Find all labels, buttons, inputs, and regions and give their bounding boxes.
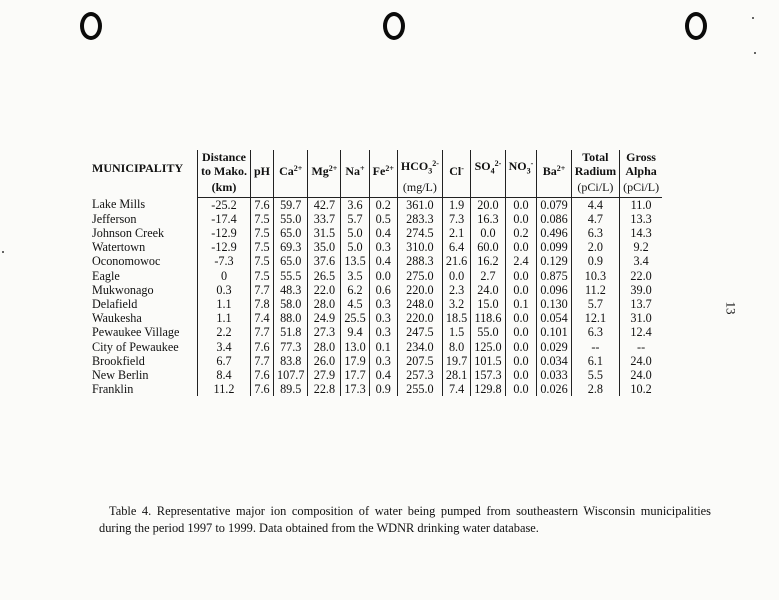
header-mg-charge: 2+ [328, 164, 338, 174]
cell-fe: 0.2 [369, 197, 397, 212]
cell-ca: 65.0 [274, 254, 308, 268]
cell-no3: 0.0 [505, 368, 537, 382]
header-mg-symbol: Mg [311, 164, 329, 179]
header-radium-unit: (pCi/L) [571, 180, 619, 197]
header-unit-blank [369, 180, 397, 197]
cell-na: 17.3 [341, 382, 369, 396]
cell-no3: 0.2 [505, 226, 537, 240]
cell-na: 3.5 [341, 269, 369, 283]
cell-mg: 37.6 [308, 254, 341, 268]
cell-municipality: Mukwonago [92, 282, 154, 297]
cell-municipality: Franklin [92, 382, 134, 397]
cell-mg: 24.9 [308, 311, 341, 325]
header-no3-charge: - [530, 158, 534, 168]
cell-fe: 0.0 [369, 269, 397, 283]
cell-cl: 1.9 [442, 197, 470, 212]
cell-so4: 118.6 [471, 311, 505, 325]
cell-mg: 33.7 [308, 212, 341, 226]
punch-hole-right [685, 12, 707, 40]
cell-na: 5.0 [341, 226, 369, 240]
header-ca-charge: 2+ [293, 164, 303, 174]
header-unit-blank [251, 180, 274, 197]
cell-distance: -12.9 [198, 240, 251, 254]
punch-hole-center [383, 12, 405, 40]
cell-ca: 55.5 [274, 269, 308, 283]
cell-mg: 26.5 [308, 269, 341, 283]
cell-fe: 0.3 [369, 325, 397, 339]
cell-cl: 2.3 [442, 283, 470, 297]
header-ca [274, 150, 308, 180]
cell-alpha: -- [620, 340, 663, 354]
cell-radium: 5.7 [571, 297, 619, 311]
cell-radium: 6.3 [571, 325, 619, 339]
cell-radium: 11.2 [571, 283, 619, 297]
cell-ph: 7.5 [251, 240, 274, 254]
cell-no3: 0.1 [505, 297, 537, 311]
cell-municipality: Eagle [92, 268, 120, 283]
cell-no3: 0.0 [505, 340, 537, 354]
cell-na: 25.5 [341, 311, 369, 325]
speck [2, 251, 4, 253]
cell-ba: 0.086 [537, 212, 571, 226]
header-radium-line2: Radium [574, 164, 617, 179]
cell-na: 4.5 [341, 297, 369, 311]
cell-hco3: 361.0 [397, 197, 442, 212]
cell-municipality: Oconomowoc [92, 254, 161, 269]
cell-ph: 7.5 [251, 269, 274, 283]
cell-mg: 31.5 [308, 226, 341, 240]
cell-no3: 0.0 [505, 240, 537, 254]
cell-so4: 20.0 [471, 197, 505, 212]
cell-distance: 0.3 [198, 283, 251, 297]
table-row [88, 197, 662, 212]
cell-fe: 0.4 [369, 226, 397, 240]
cell-fe: 0.9 [369, 382, 397, 396]
cell-ph: 7.7 [251, 354, 274, 368]
header-ba-symbol: Ba [542, 164, 557, 179]
cell-mg: 28.0 [308, 340, 341, 354]
cell-mg: 27.9 [308, 368, 341, 382]
cell-cl: 8.0 [442, 340, 470, 354]
cell-na: 5.0 [341, 240, 369, 254]
header-unit-blank [308, 180, 341, 197]
header-mg [308, 150, 341, 180]
cell-fe: 0.3 [369, 354, 397, 368]
cell-mg: 42.7 [308, 197, 341, 212]
cell-fe: 0.4 [369, 254, 397, 268]
table-row [88, 325, 662, 339]
cell-fe: 0.4 [369, 368, 397, 382]
cell-ba: 0.129 [537, 254, 571, 268]
cell-radium: -- [571, 340, 619, 354]
header-no3-symbol: NO [508, 158, 527, 173]
header-ca-symbol: Ca [279, 164, 294, 179]
cell-hco3: 220.0 [397, 311, 442, 325]
cell-alpha: 11.0 [620, 197, 663, 212]
cell-mg: 22.8 [308, 382, 341, 396]
cell-cl: 7.4 [442, 382, 470, 396]
cell-so4: 55.0 [471, 325, 505, 339]
cell-ph: 7.6 [251, 368, 274, 382]
cell-alpha: 3.4 [620, 254, 663, 268]
table-row [88, 212, 662, 226]
cell-fe: 0.5 [369, 212, 397, 226]
cell-distance: -7.3 [198, 254, 251, 268]
header-so4-charge: 2- [494, 158, 502, 168]
header-ph: pH [251, 150, 274, 180]
cell-alpha: 13.3 [620, 212, 663, 226]
header-radium [571, 150, 619, 180]
cell-municipality: Brookfield [92, 353, 145, 368]
cell-municipality: New Berlin [92, 368, 149, 383]
cell-hco3: 234.0 [397, 340, 442, 354]
cell-alpha: 10.2 [620, 382, 663, 396]
cell-distance: 11.2 [198, 382, 251, 396]
cell-ba: 0.101 [537, 325, 571, 339]
cell-so4: 60.0 [471, 240, 505, 254]
cell-na: 17.7 [341, 368, 369, 382]
cell-ba: 0.079 [537, 197, 571, 212]
cell-cl: 6.4 [442, 240, 470, 254]
table-row [88, 297, 662, 311]
cell-cl: 0.0 [442, 269, 470, 283]
cell-municipality: Waukesha [92, 311, 142, 326]
cell-ba: 0.130 [537, 297, 571, 311]
cell-distance: -17.4 [198, 212, 251, 226]
cell-so4: 101.5 [471, 354, 505, 368]
cell-distance: -12.9 [198, 226, 251, 240]
cell-ph: 7.6 [251, 382, 274, 396]
header-so4-symbol: SO [474, 158, 491, 173]
cell-cl: 1.5 [442, 325, 470, 339]
cell-hco3: 288.3 [397, 254, 442, 268]
header-distance-line2: to Mako. [201, 164, 247, 179]
cell-ca: 77.3 [274, 340, 308, 354]
cell-cl: 7.3 [442, 212, 470, 226]
cell-distance: 3.4 [198, 340, 251, 354]
cell-no3: 0.0 [505, 325, 537, 339]
cell-ca: 89.5 [274, 382, 308, 396]
cell-municipality: Johnson Creek [92, 226, 165, 241]
cell-na: 3.6 [341, 197, 369, 212]
header-hco3-charge: 2- [432, 158, 439, 168]
table-row [88, 368, 662, 382]
cell-radium: 12.1 [571, 311, 619, 325]
cell-so4: 16.3 [471, 212, 505, 226]
speck [752, 17, 754, 19]
header-hco3-unit: (mg/L) [397, 180, 442, 197]
cell-ph: 7.5 [251, 226, 274, 240]
header-fe-charge: 2+ [385, 164, 394, 174]
cell-na: 13.0 [341, 340, 369, 354]
cell-ph: 7.6 [251, 340, 274, 354]
header-hco3 [397, 150, 442, 180]
cell-alpha: 12.4 [620, 325, 663, 339]
cell-so4: 24.0 [471, 283, 505, 297]
cell-radium: 4.7 [571, 212, 619, 226]
header-hco3-subscript: 3 [428, 166, 433, 176]
cell-alpha: 31.0 [620, 311, 663, 325]
cell-so4: 157.3 [471, 368, 505, 382]
cell-so4: 2.7 [471, 269, 505, 283]
header-distance-line1: Distance [202, 150, 246, 164]
cell-fe: 0.3 [369, 297, 397, 311]
cell-radium: 6.3 [571, 226, 619, 240]
cell-ph: 7.6 [251, 197, 274, 212]
cell-hco3: 274.5 [397, 226, 442, 240]
cell-so4: 125.0 [471, 340, 505, 354]
cell-ca: 69.3 [274, 240, 308, 254]
header-unit-blank [442, 180, 470, 197]
cell-cl: 21.6 [442, 254, 470, 268]
cell-hco3: 310.0 [397, 240, 442, 254]
table-row [88, 382, 662, 396]
cell-mg: 26.0 [308, 354, 341, 368]
header-alpha-unit: (pCi/L) [620, 180, 663, 197]
cell-no3: 0.0 [505, 212, 537, 226]
cell-municipality: Jefferson [92, 211, 137, 226]
cell-hco3: 257.3 [397, 368, 442, 382]
cell-ba: 0.875 [537, 269, 571, 283]
cell-ph: 7.8 [251, 297, 274, 311]
cell-municipality: Pewaukee Village [92, 325, 180, 340]
cell-fe: 0.6 [369, 283, 397, 297]
table-row [88, 354, 662, 368]
cell-municipality: Delafield [92, 297, 138, 312]
cell-na: 6.2 [341, 283, 369, 297]
cell-cl: 3.2 [442, 297, 470, 311]
table-row [88, 340, 662, 354]
cell-ca: 65.0 [274, 226, 308, 240]
table-row [88, 254, 662, 268]
cell-no3: 0.0 [505, 197, 537, 212]
cell-ba: 0.034 [537, 354, 571, 368]
header-alpha-line1: Gross [626, 150, 656, 164]
cell-ph: 7.5 [251, 254, 274, 268]
punch-hole-left [80, 12, 102, 40]
cell-radium: 10.3 [571, 269, 619, 283]
ion-composition-table [88, 150, 662, 396]
table-caption [99, 503, 711, 537]
cell-hco3: 207.5 [397, 354, 442, 368]
header-na [341, 150, 369, 180]
cell-so4: 15.0 [471, 297, 505, 311]
cell-cl: 19.7 [442, 354, 470, 368]
cell-no3: 2.4 [505, 254, 537, 268]
cell-radium: 2.0 [571, 240, 619, 254]
cell-municipality: City of Pewaukee [92, 339, 179, 354]
cell-ca: 88.0 [274, 311, 308, 325]
header-distance [198, 150, 251, 180]
header-distance-unit: (km) [198, 180, 251, 197]
cell-ca: 83.8 [274, 354, 308, 368]
header-cl-charge: - [461, 164, 464, 174]
cell-distance: 6.7 [198, 354, 251, 368]
cell-na: 17.9 [341, 354, 369, 368]
cell-distance: 0 [198, 269, 251, 283]
cell-ca: 55.0 [274, 212, 308, 226]
cell-ph: 7.7 [251, 325, 274, 339]
cell-radium: 0.9 [571, 254, 619, 268]
cell-cl: 2.1 [442, 226, 470, 240]
cell-hco3: 220.0 [397, 283, 442, 297]
cell-no3: 0.0 [505, 354, 537, 368]
cell-so4: 0.0 [471, 226, 505, 240]
caption-text: Table 4. Representative major ion composition of water being pumped from southeastern Wisconsin municipalities during the period 1997 to 1999. Data obtained from the WDNR drinking water database. [99, 504, 711, 535]
cell-municipality: Lake Mills [92, 197, 146, 212]
cell-ph: 7.5 [251, 212, 274, 226]
header-fe [369, 150, 397, 180]
cell-alpha: 9.2 [620, 240, 663, 254]
cell-no3: 0.0 [505, 311, 537, 325]
cell-ba: 0.054 [537, 311, 571, 325]
table-row [88, 226, 662, 240]
cell-mg: 28.0 [308, 297, 341, 311]
cell-ca: 107.7 [274, 368, 308, 382]
cell-ba: 0.033 [537, 368, 571, 382]
header-unit-blank [537, 180, 571, 197]
cell-no3: 0.0 [505, 269, 537, 283]
cell-ca: 58.0 [274, 297, 308, 311]
header-unit-blank [471, 180, 505, 197]
cell-ba: 0.029 [537, 340, 571, 354]
cell-ca: 51.8 [274, 325, 308, 339]
cell-hco3: 283.3 [397, 212, 442, 226]
header-radium-line1: Total [582, 150, 609, 164]
cell-alpha: 39.0 [620, 283, 663, 297]
speck [754, 52, 756, 54]
cell-ca: 59.7 [274, 197, 308, 212]
header-cl [442, 150, 470, 180]
cell-distance: 8.4 [198, 368, 251, 382]
header-so4-subscript: 4 [490, 166, 495, 176]
cell-ba: 0.496 [537, 226, 571, 240]
header-ba-charge: 2+ [556, 164, 566, 174]
cell-ba: 0.026 [537, 382, 571, 396]
cell-distance: 1.1 [198, 297, 251, 311]
cell-alpha: 22.0 [620, 269, 663, 283]
header-cl-symbol: Cl [449, 164, 462, 179]
cell-hco3: 248.0 [397, 297, 442, 311]
header-na-charge: + [360, 164, 365, 174]
cell-cl: 18.5 [442, 311, 470, 325]
cell-alpha: 13.7 [620, 297, 663, 311]
header-fe-symbol: Fe [372, 164, 386, 179]
table-row [88, 311, 662, 325]
cell-mg: 22.0 [308, 283, 341, 297]
cell-ph: 7.7 [251, 283, 274, 297]
header-unit-blank [505, 180, 537, 197]
header-municipality: MUNICIPALITY [92, 161, 184, 176]
cell-alpha: 14.3 [620, 226, 663, 240]
cell-na: 9.4 [341, 325, 369, 339]
cell-distance: 2.2 [198, 325, 251, 339]
header-unit-blank [274, 180, 308, 197]
cell-radium: 2.8 [571, 382, 619, 396]
cell-distance: 1.1 [198, 311, 251, 325]
header-alpha-line2: Alpha [625, 164, 657, 179]
cell-alpha: 24.0 [620, 354, 663, 368]
header-alpha [620, 150, 663, 180]
table-row [88, 269, 662, 283]
cell-radium: 6.1 [571, 354, 619, 368]
cell-na: 13.5 [341, 254, 369, 268]
cell-municipality: Watertown [92, 240, 146, 255]
table-row [88, 240, 662, 254]
cell-so4: 16.2 [471, 254, 505, 268]
cell-so4: 129.8 [471, 382, 505, 396]
cell-radium: 4.4 [571, 197, 619, 212]
page-number: 13 [723, 301, 739, 315]
cell-radium: 5.5 [571, 368, 619, 382]
cell-cl: 28.1 [442, 368, 470, 382]
header-no3-subscript: 3 [526, 166, 531, 176]
cell-hco3: 275.0 [397, 269, 442, 283]
table-row [88, 283, 662, 297]
header-ba [537, 150, 571, 180]
header-so4 [471, 150, 505, 180]
cell-hco3: 247.5 [397, 325, 442, 339]
header-unit-blank [341, 180, 369, 197]
cell-ca: 48.3 [274, 283, 308, 297]
cell-fe: 0.3 [369, 311, 397, 325]
header-na-symbol: Na [345, 164, 361, 179]
cell-fe: 0.1 [369, 340, 397, 354]
cell-no3: 0.0 [505, 382, 537, 396]
cell-na: 5.7 [341, 212, 369, 226]
cell-distance: -25.2 [198, 197, 251, 212]
cell-hco3: 255.0 [397, 382, 442, 396]
cell-ba: 0.099 [537, 240, 571, 254]
cell-fe: 0.3 [369, 240, 397, 254]
cell-ba: 0.096 [537, 283, 571, 297]
cell-no3: 0.0 [505, 283, 537, 297]
cell-alpha: 24.0 [620, 368, 663, 382]
cell-mg: 35.0 [308, 240, 341, 254]
header-hco3-symbol: HCO [400, 158, 429, 173]
cell-ph: 7.4 [251, 311, 274, 325]
cell-mg: 27.3 [308, 325, 341, 339]
header-no3 [505, 150, 537, 180]
